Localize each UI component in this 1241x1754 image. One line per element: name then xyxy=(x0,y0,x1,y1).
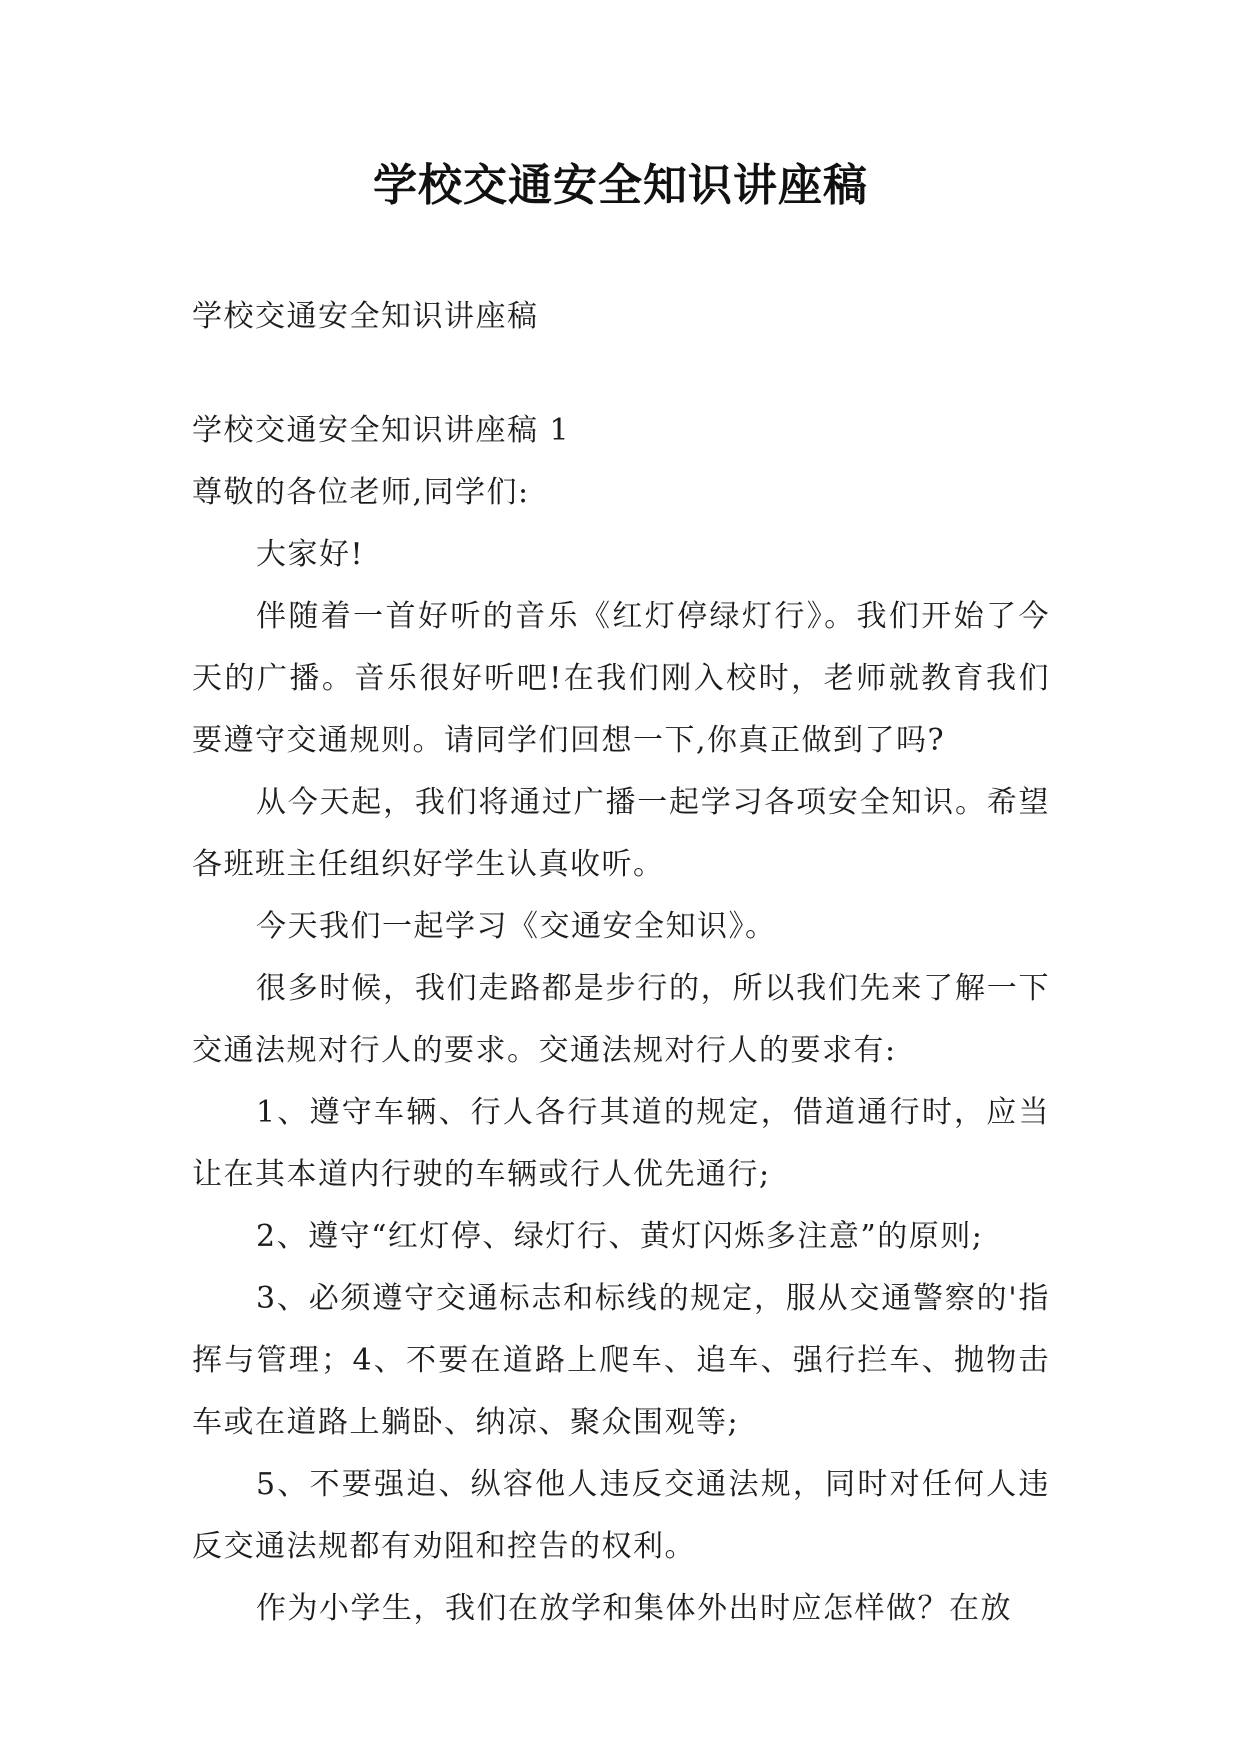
paragraph: 2、遵守“红灯停、绿灯行、黄灯闪烁多注意”的原则; xyxy=(256,1219,984,1254)
paragraph: 作为小学生，我们在放学和集体外出时应怎样做？在放 xyxy=(256,1591,1012,1626)
paragraph: 大家好! xyxy=(256,537,365,572)
salutation: 尊敬的各位老师,同学们: xyxy=(192,475,530,510)
document-body xyxy=(192,400,1050,1640)
paragraph: 3、必须遵守交通标志和标线的规定，服从交通警察的'指挥与管理；4、不要在道路上爬车、追车、强行拦车、抛物击车或在道路上躺卧、纳凉、聚众围观等; xyxy=(192,1281,1050,1440)
subtitle-line: 学校交通安全知识讲座稿 xyxy=(192,299,539,334)
paragraph: 5、不要强迫、纵容他人违反交通法规，同时对任何人违反交通法规都有劝阻和控告的权利。 xyxy=(192,1467,1050,1564)
paragraph: 很多时候，我们走路都是步行的，所以我们先来了解一下交通法规对行人的要求。交通法规对行人的要求有: xyxy=(192,971,1050,1068)
paragraph: 伴随着一首好听的音乐《红灯停绿灯行》。我们开始了今天的广播。音乐很好听吧!在我们刚入校时，老师就教育我们要遵守交通规则。请同学们回想一下,你真正做到了吗? xyxy=(192,599,1050,758)
section-heading: 学校交通安全知识讲座稿 1 xyxy=(192,413,571,448)
paragraph: 今天我们一起学习《交通安全知识》。 xyxy=(256,909,777,944)
document-subtitle xyxy=(192,286,1050,348)
paragraph: 1、遵守车辆、行人各行其道的规定，借道通行时，应当让在其本道内行驶的车辆或行人优先通行; xyxy=(192,1095,1050,1192)
paragraph: 从今天起，我们将通过广播一起学习各项安全知识。希望各班班主任组织好学生认真收听。 xyxy=(192,785,1050,882)
document-title: 学校交通安全知识讲座稿 xyxy=(373,160,868,211)
